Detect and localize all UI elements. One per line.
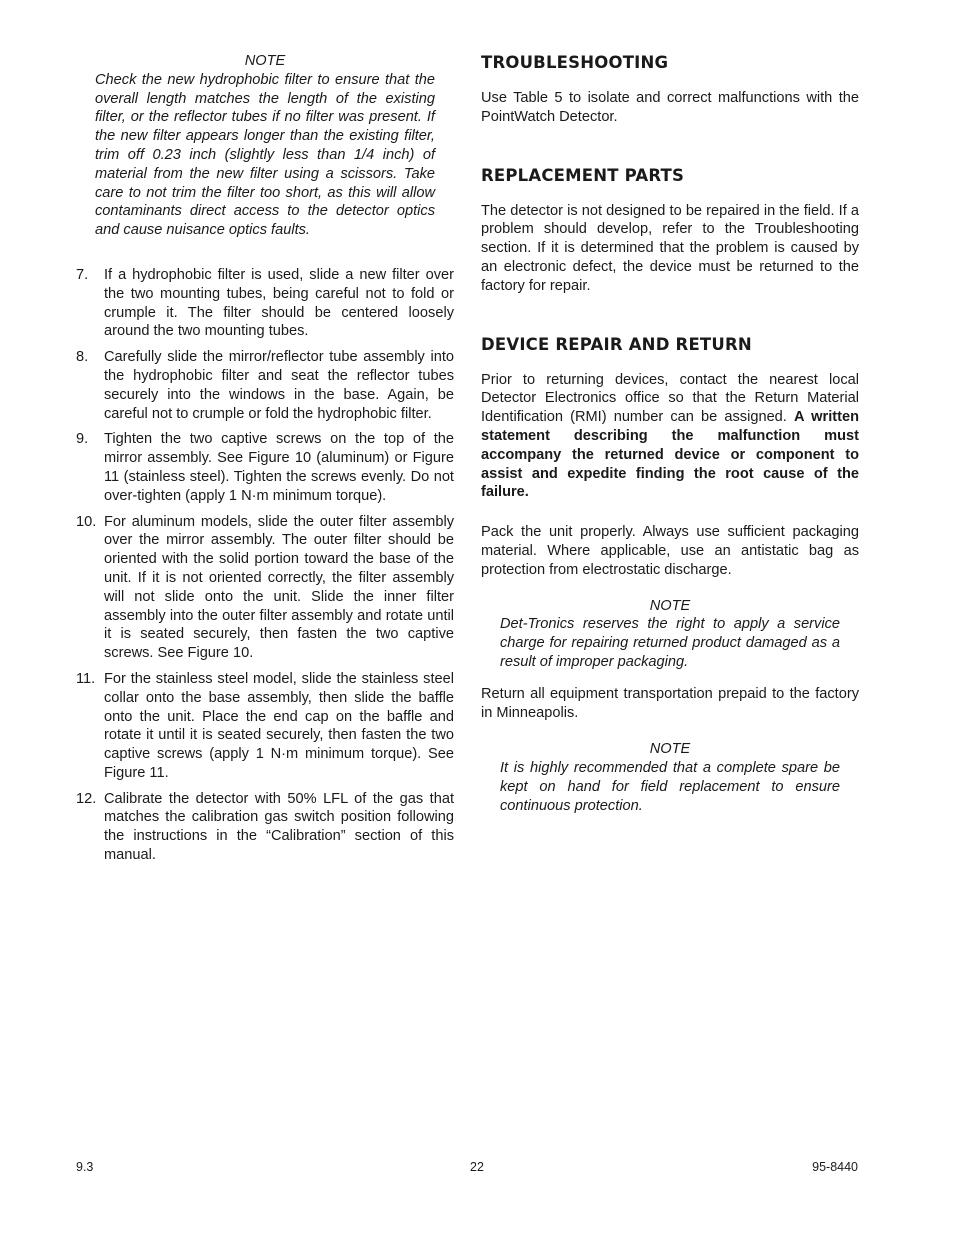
troubleshooting-heading: TROUBLESHOOTING	[481, 53, 669, 72]
step-text: If a hydrophobic filter is used, slide a new filter over the two mounting tubes, being careful not to fold or crumple it. The filter should be centered loosely around the two mounting tubes.	[104, 266, 454, 340]
note-title: NOTE	[649, 597, 691, 614]
list-item	[76, 266, 454, 341]
step-number: 11.	[76, 670, 96, 687]
note-text: Check the new hydrophobic filter to ensure that the overall length matches the length of the existing filter, or the reflector tubes if no filter was present. If the new filter appears longer than the existing filter, trim off 0.23 inch (slightly less than 1/4 inch) of material from the new filter using a scissors. Take care to not trim the filter too short, as this will allow contaminants direct access to the detector optics and cause nuisance optics faults.	[95, 71, 435, 239]
step-text: Calibrate the detector with 50% LFL of the gas that matches the calibration gas switch position following the instructions in the “Calibration” section of this manual.	[104, 790, 454, 864]
procedure-steps	[76, 266, 454, 865]
list-item	[76, 348, 454, 423]
troubleshooting-text: Use Table 5 to isolate and correct malfunctions with the PointWatch Detector.	[481, 90, 859, 125]
step-number: 8.	[76, 349, 89, 366]
replacement-parts-heading: REPLACEMENT PARTS	[481, 165, 685, 185]
device-repair-heading: DEVICE REPAIR AND RETURN	[481, 334, 752, 354]
step-text: For aluminum models, slide the outer filter assembly over the mirror assembly. The outer filter should be oriented with the solid portion toward the base of the unit. If it is not oriented correctly, the filter assembly will not slide onto the unit. Slide the inner filter assembly into the outer filter assembly and rotate until it is seated securely, then fasten the two captive screws. See Figure 10.	[104, 513, 454, 662]
footer-revision: 9.3	[76, 1160, 94, 1174]
list-item	[76, 670, 454, 783]
filter-note	[95, 52, 435, 240]
list-item	[76, 430, 454, 505]
packaging-note	[500, 597, 840, 672]
step-number: 12.	[76, 790, 97, 807]
repair-warning-text: A written statement describing the malfunction must accompany the returned device or component to assist and expedite finding the root cause of the failure.	[481, 409, 859, 501]
step-text: Carefully slide the mirror/reflector tube assembly into the hydrophobic filter and seat the reflector tubes securely into the windows in the base. Again, be careful not to crumple or fold the hydrophobic filter.	[104, 349, 454, 422]
left-column	[76, 52, 454, 872]
page-number: 22	[470, 1160, 484, 1174]
packing-text: Pack the unit properly. Always use sufficient packaging material. Where applicable, use an antistatic bag as protection from electrostatic discharge.	[481, 524, 859, 578]
note-title: NOTE	[244, 53, 286, 69]
repair-text: Prior to returning devices, contact the nearest local Detector Electronics office so that the Return Material Identification (RMI) number can be assigned.	[481, 371, 859, 426]
step-text: For the stainless steel model, slide the stainless steel collar onto the base assembly, then slide the baffle onto the unit. Place the end cap on the baffle and rotate it until it is seated securely, then fasten the two captive screws (apply 1 N·m minimum torque). See Figure 11.	[104, 670, 454, 781]
replacement-parts-text: The detector is not designed to be repaired in the field. If a problem should develop, refer to the Troubleshooting section. If it is determined that the problem is caused by an electronic defect, the device must be returned to the factory for repair.	[481, 202, 859, 294]
step-number: 9.	[76, 431, 89, 448]
note-text: Det-Tronics reserves the right to apply a service charge for repairing returned product damaged as a result of improper packaging.	[500, 616, 840, 670]
step-number: 7.	[76, 266, 89, 283]
step-number: 10.	[76, 513, 97, 530]
note-title: NOTE	[649, 741, 691, 758]
document-number: 95-8440	[812, 1160, 858, 1174]
spare-note	[500, 740, 840, 815]
return-text: Return all equipment transportation prepaid to the factory in Minneapolis.	[481, 685, 859, 721]
list-item	[76, 513, 454, 663]
step-text: Tighten the two captive screws on the top of the mirror assembly. See Figure 10 (aluminum) or Figure 11 (stainless steel). Tighten the screws evenly. Do not over-tighten (apply 1 N·m minimum torque).	[104, 431, 454, 504]
repair-paragraph	[481, 371, 859, 503]
right-column	[481, 52, 859, 816]
list-item	[76, 790, 454, 865]
note-text: It is highly recommended that a complete spare be kept on hand for field replacement to ensure continuous protection.	[500, 760, 840, 814]
